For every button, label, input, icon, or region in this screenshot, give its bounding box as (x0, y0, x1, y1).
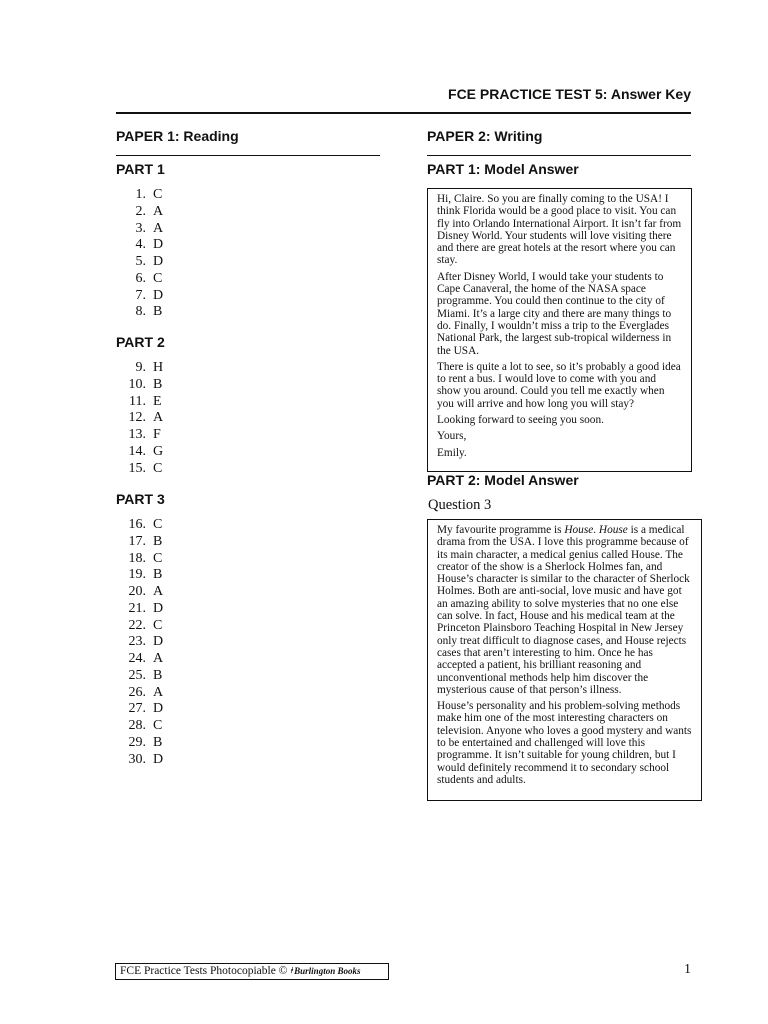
answer-item (116, 254, 163, 271)
answer-number: 28. (128, 718, 146, 733)
answer-number: 7. (135, 287, 146, 303)
answer-item (116, 410, 163, 427)
answer-number: 30. (128, 751, 146, 767)
answer-number: 29. (128, 734, 146, 750)
answer-number: 1. (135, 187, 146, 202)
answer-letter: C (153, 718, 163, 733)
answer-item (116, 394, 163, 411)
answer-number: 15. (128, 460, 146, 476)
model-answer-paragraph: There is quite a lot to see, so it’s probably a good idea to rent a bus. I would love to come with you and show you around. Could you tell me exactly when you will arrive and how long you will stay? (437, 360, 681, 410)
answer-item (116, 237, 163, 254)
answer-letter: B (153, 667, 163, 683)
header-rule (116, 112, 691, 114)
answer-item (116, 718, 163, 735)
answer-letter: C (153, 617, 163, 633)
answer-item (116, 567, 163, 584)
answer-letter: H (153, 360, 164, 375)
model-answer-paragraph (437, 524, 692, 696)
answer-number: 20. (128, 584, 146, 599)
answer-letter: E (153, 393, 162, 409)
answer-number: 11. (129, 393, 146, 409)
answer-item (116, 601, 163, 618)
answer-item (116, 685, 163, 702)
page-number: 1 (684, 962, 691, 977)
answer-number: 9. (135, 360, 146, 375)
model-answer-box-part2 (427, 519, 702, 801)
paper1-part2-answers (116, 360, 163, 477)
answer-number: 26. (128, 684, 146, 700)
answer-item (116, 461, 163, 478)
show-title: House (564, 524, 594, 536)
answer-item (116, 304, 163, 321)
answer-letter: D (153, 600, 164, 616)
answer-letter: C (153, 270, 163, 286)
paragraph-text: is a medical drama from the USA. I love this programme because of its main character, a medical genius called House. The creator of the show is a Sherlock Holmes fan, and House’s character is similar to the character of Sherlock Holmes. Both are anti-social, love music and have got an amazing ability to solve mysteries that no one else can solve. In fact, House and his medical team at the Princeton Plainsboro Teaching Hospital in New Jersey only treat difficult to diagnose cases, and House rejects cases that aren’t interesting to him. Once he has accepted a patient, his brilliant reasoning and unconventional methods help him discover the mysterious cause of that person’s illness. (437, 524, 690, 696)
answer-item (116, 701, 163, 718)
answer-letter: B (153, 567, 163, 583)
answer-letter: C (153, 550, 163, 566)
answer-number: 24. (128, 651, 146, 666)
model-answer-paragraph: House’s personality and his problem-solving methods make him one of the most interesting characters on television. Anyone who loves a good mystery and wants to be entertained and challenged will love this programme. It isn’t suitable for young children, but I would definitely recommend it to secondary school students and adults. (437, 700, 692, 786)
document-title: FCE PRACTICE TEST 5: Answer Key (448, 86, 691, 102)
answer-item (116, 271, 163, 288)
model-answer-paragraph: Emily. (437, 446, 467, 459)
answer-item (116, 427, 163, 444)
answer-letter: A (153, 203, 164, 219)
answer-letter: B (153, 734, 163, 750)
answer-item (116, 618, 163, 635)
answer-item (116, 752, 163, 769)
answer-number: 6. (135, 270, 146, 286)
answer-item (116, 534, 163, 551)
paragraph-text: My favourite programme is (437, 524, 565, 536)
answer-letter: C (153, 187, 163, 202)
answer-letter: D (153, 701, 164, 717)
answer-letter: D (153, 287, 164, 303)
footer-text: FCE Practice Tests Photocopiable © (120, 965, 288, 977)
answer-item (116, 584, 163, 601)
answer-number: 2. (135, 203, 146, 219)
paper1-part3-heading: PART 3 (116, 491, 165, 507)
answer-item (116, 551, 163, 568)
answer-number: 18. (128, 550, 146, 566)
answer-number: 13. (128, 427, 146, 442)
answer-letter: D (153, 237, 164, 253)
answer-letter: A (153, 584, 164, 599)
answer-number: 3. (135, 220, 146, 236)
paper2-part2-heading: PART 2: Model Answer (427, 472, 579, 488)
paragraph-text: . (593, 524, 599, 536)
answer-item (116, 221, 163, 238)
question-label: Question 3 (428, 497, 492, 513)
answer-number: 19. (128, 567, 146, 583)
publisher-logo: 𝅦 Burlington Books (290, 966, 361, 976)
answer-letter: A (153, 684, 164, 700)
answer-number: 25. (128, 667, 146, 683)
paper2-part1-heading: PART 1: Model Answer (427, 161, 579, 177)
model-answer-paragraph: Looking forward to seeing you soon. (437, 414, 604, 427)
answer-letter: B (153, 376, 163, 392)
answer-letter: A (153, 651, 164, 666)
paper1-part3-answers (116, 517, 163, 768)
answer-item (116, 204, 163, 221)
answer-number: 10. (128, 376, 146, 392)
paper2-rule (427, 155, 691, 156)
paper2-heading: PAPER 2: Writing (427, 128, 543, 144)
paper1-part1-heading: PART 1 (116, 161, 165, 177)
answer-letter: D (153, 634, 164, 650)
answer-letter: A (153, 220, 164, 236)
answer-letter: B (153, 304, 163, 320)
publisher-logo-text: Burlington Books (294, 966, 361, 976)
answer-letter: D (153, 254, 164, 269)
answer-letter: D (153, 751, 164, 767)
answer-letter: C (153, 460, 163, 476)
answer-number: 8. (135, 304, 146, 320)
answer-number: 21. (128, 600, 146, 616)
answer-item (116, 517, 163, 534)
answer-item (116, 360, 163, 377)
answer-number: 14. (128, 443, 146, 459)
answer-letter: B (153, 533, 163, 549)
answer-number: 5. (135, 254, 146, 269)
answer-letter: A (153, 410, 164, 426)
answer-letter: F (153, 427, 161, 442)
answer-item (116, 288, 163, 305)
paper1-heading: PAPER 1: Reading (116, 128, 239, 144)
answer-number: 27. (128, 701, 146, 717)
answer-item (116, 668, 163, 685)
answer-letter: G (153, 443, 164, 459)
show-title: House (598, 524, 628, 536)
answer-number: 22. (128, 617, 146, 633)
answer-number: 23. (128, 634, 146, 650)
answer-item (116, 377, 163, 394)
paper1-part1-answers (116, 187, 163, 321)
paper1-part2-heading: PART 2 (116, 334, 165, 350)
answer-item (116, 634, 163, 651)
answer-item (116, 651, 163, 668)
model-answer-paragraph: After Disney World, I would take your students to Cape Canaveral, the home of the NASA space programme. You could then continue to the city of Miami. It’s a large city and there are many things to do. Finally, I wouldn’t miss a trip to the Everglades National Park, the largest sub-tropical wilderness in the USA. (437, 270, 672, 357)
answer-item (116, 735, 163, 752)
answer-number: 17. (128, 533, 146, 549)
model-answer-paragraph: Yours, (437, 430, 467, 443)
answer-item (116, 444, 163, 461)
answer-number: 16. (128, 517, 146, 532)
answer-number: 12. (128, 410, 146, 426)
answer-letter: C (153, 517, 163, 532)
model-answer-paragraph: Hi, Claire. So you are finally coming to the USA! I think Florida would be a good place to visit. You can fly into Orlando International Airport. It isn’t far from Disney World. Your students will love visiting there and there are great hotels at the resort where you can stay. (437, 193, 682, 267)
paper1-rule (116, 155, 380, 156)
model-answer-box-part1 (427, 188, 692, 472)
footer-copyright (115, 963, 389, 980)
answer-item (116, 187, 163, 204)
answer-number: 4. (135, 237, 146, 253)
